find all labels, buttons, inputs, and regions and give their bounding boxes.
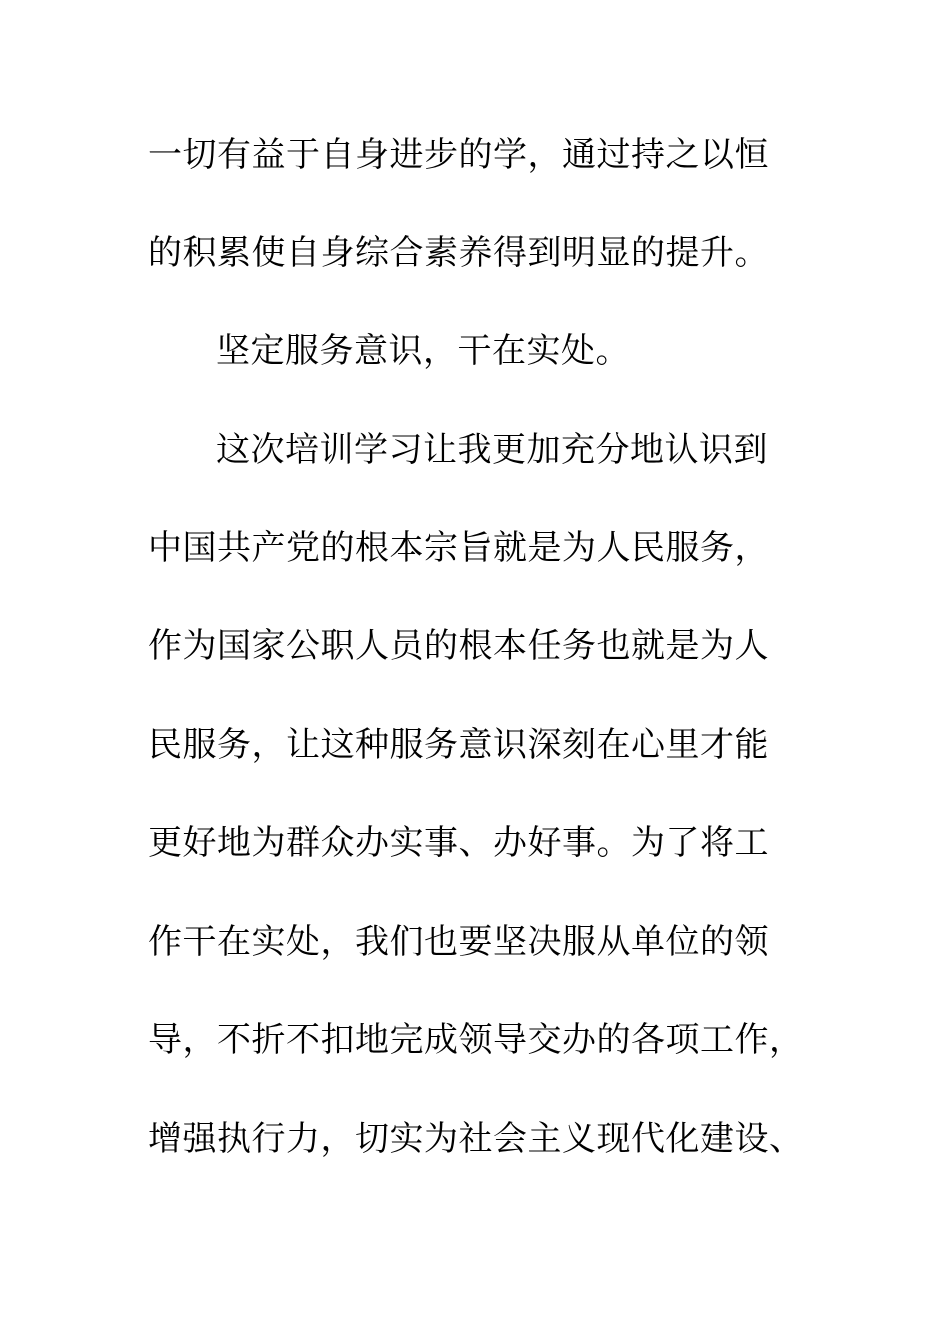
text-line: 民服务，让这种服务意识深刻在心里才能	[148, 725, 769, 765]
text-line: 作干在实处，我们也要坚决服从单位的领	[148, 922, 769, 962]
text-line: 这次培训学习让我更加充分地认识到	[216, 430, 768, 470]
text-line: 的积累使自身综合素养得到明显的提升。	[148, 233, 769, 273]
text-line: 一切有益于自身进步的学，通过持之以恒	[148, 135, 769, 175]
text-line: 作为国家公职人员的根本任务也就是为人	[148, 626, 769, 666]
text-line: 导，不折不扣地完成领导交办的各项工作，	[148, 1020, 804, 1060]
text-line: 更好地为群众办实事、办好事。为了将工	[148, 823, 769, 863]
text-line: 中国共产党的根本宗旨就是为人民服务，	[148, 528, 769, 568]
section-heading: 坚定服务意识，干在实处。	[216, 331, 630, 371]
text-line: 增强执行力，切实为社会主义现代化建设、	[148, 1119, 804, 1159]
